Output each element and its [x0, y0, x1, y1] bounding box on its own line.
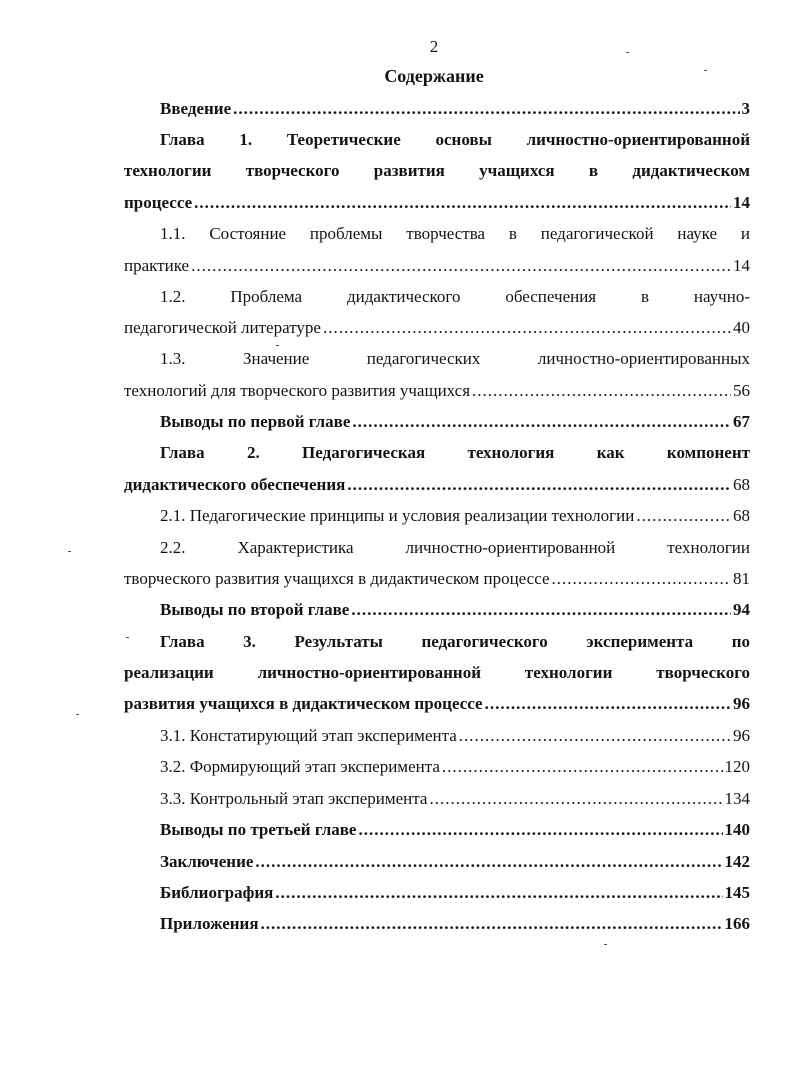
toc-chapter-3-line-2[interactable]: реализации личностно-ориентированной технологии творческого [124, 663, 750, 682]
dot-leader [323, 317, 731, 339]
toc-section-2-2-line-2[interactable] [124, 568, 750, 590]
toc-chapter-2-line-1[interactable]: Глава 2. Педагогическая технология как компонент [160, 443, 750, 462]
toc-entry-title: процессе [124, 193, 193, 212]
toc-entry-page: 134 [724, 789, 750, 808]
toc-title: Содержание [384, 66, 484, 86]
toc-entry-page: 68 [733, 506, 750, 525]
dot-leader [459, 725, 731, 747]
toc-entry-page: 14 [733, 193, 750, 212]
dot-leader [472, 380, 731, 402]
toc-entry-title: Библиография [160, 883, 274, 902]
toc-section-3-3[interactable] [160, 788, 750, 810]
toc-section-1-3-line-1[interactable]: 1.3. Значение педагогических личностно-ориентированных [160, 349, 750, 368]
toc-section-3-2[interactable] [160, 756, 750, 778]
toc-conclusions-chapter-2[interactable] [160, 599, 750, 621]
toc-entry-conclusion[interactable] [160, 851, 750, 873]
toc-section-1-1-line-1[interactable]: 1.1. Состояние проблемы творчества в педагогической науке и [160, 224, 750, 243]
dot-leader [442, 756, 723, 778]
toc-entry-appendices[interactable] [160, 913, 750, 935]
toc-entry-page: 140 [724, 820, 750, 839]
scan-speck [276, 345, 279, 346]
dot-leader [191, 255, 731, 277]
scan-speck [68, 551, 71, 552]
dot-leader [351, 599, 731, 621]
toc-section-2-1[interactable] [160, 505, 750, 527]
toc-entry-title: 3.1. Констатирующий этап эксперимента [160, 726, 457, 745]
toc-entry-page: 96 [733, 694, 750, 713]
toc-chapter-3-line-1[interactable]: Глава 3. Результаты педагогического эксперимента по [160, 632, 750, 651]
toc-entry-page: 166 [724, 914, 750, 933]
scan-speck [704, 70, 707, 71]
toc-entry-title: 3.2. Формирующий этап эксперимента [160, 757, 440, 776]
toc-entry-title: развития учащихся в дидактическом процессе [124, 694, 483, 713]
toc-entry-page: 120 [724, 757, 750, 776]
page-number: 2 [429, 37, 439, 56]
toc-section-1-2-line-2[interactable] [124, 317, 750, 339]
toc-entry-title: дидактического обеспечения [124, 475, 346, 494]
toc-entry-title: Заключение [160, 852, 254, 871]
toc-conclusions-chapter-1[interactable] [160, 411, 750, 433]
toc-chapter-3-line-3[interactable] [124, 693, 750, 715]
toc-section-1-2-line-1[interactable]: 1.2. Проблема дидактического обеспечения в научно- [160, 287, 750, 306]
dot-leader [347, 474, 731, 496]
toc-entry-title: Введение [160, 99, 232, 118]
toc-entry-title: педагогической литературе [124, 318, 321, 337]
toc-entry-title: 2.1. Педагогические принципы и условия реализации технологии [160, 506, 635, 525]
toc-entry-title: практике [124, 256, 190, 275]
dot-leader [194, 192, 731, 214]
toc-entry-title: Выводы по второй главе [160, 600, 350, 619]
toc-section-1-1-line-2[interactable] [124, 255, 750, 277]
toc-chapter-1-line-1[interactable]: Глава 1. Теоретические основы личностно-ориентированной [160, 130, 750, 149]
toc-section-3-1[interactable] [160, 725, 750, 747]
toc-conclusions-chapter-3[interactable] [160, 819, 750, 841]
dot-leader [352, 411, 731, 433]
scan-speck [126, 637, 129, 638]
toc-entry-page: 67 [733, 412, 750, 431]
dot-leader [485, 693, 731, 715]
toc-entry-introduction[interactable] [160, 98, 750, 120]
dot-leader [636, 505, 731, 527]
toc-entry-page: 96 [733, 726, 750, 745]
toc-entry-title: технологий для творческого развития учащихся [124, 381, 471, 400]
scan-speck [76, 714, 79, 715]
toc-entry-title: Приложения [160, 914, 259, 933]
toc-section-2-2-line-1[interactable]: 2.2. Характеристика личностно-ориентированной технологии [160, 538, 750, 557]
dot-leader [275, 882, 722, 904]
dot-leader [233, 98, 739, 120]
scan-speck [604, 944, 607, 945]
dot-leader [255, 851, 722, 873]
toc-entry-page: 40 [733, 318, 750, 337]
toc-chapter-2-line-2[interactable] [124, 474, 750, 496]
toc-chapter-1-line-2[interactable]: технологии творческого развития учащихся в дидактическом [124, 161, 750, 180]
toc-entry-page: 56 [733, 381, 750, 400]
dot-leader [358, 819, 722, 841]
dot-leader [429, 788, 722, 810]
dot-leader [261, 913, 723, 935]
toc-entry-page: 94 [733, 600, 750, 619]
toc-section-1-3-line-2[interactable] [124, 380, 750, 402]
toc-entry-page: 142 [724, 852, 750, 871]
toc-entry-title: Выводы по первой главе [160, 412, 351, 431]
toc-entry-page: 14 [733, 256, 750, 275]
toc-entry-bibliography[interactable] [160, 882, 750, 904]
toc-entry-page: 145 [724, 883, 750, 902]
toc-entry-page: 3 [741, 99, 750, 118]
toc-entry-title: Выводы по третьей главе [160, 820, 357, 839]
toc-entry-title: творческого развития учащихся в дидактическом процессе [124, 569, 550, 588]
dot-leader [552, 568, 732, 590]
scan-speck [626, 52, 629, 53]
toc-entry-page: 68 [733, 475, 750, 494]
toc-chapter-1-line-3[interactable] [124, 192, 750, 214]
toc-entry-title: 3.3. Контрольный этап эксперимента [160, 789, 428, 808]
toc-entry-page: 81 [733, 569, 750, 588]
